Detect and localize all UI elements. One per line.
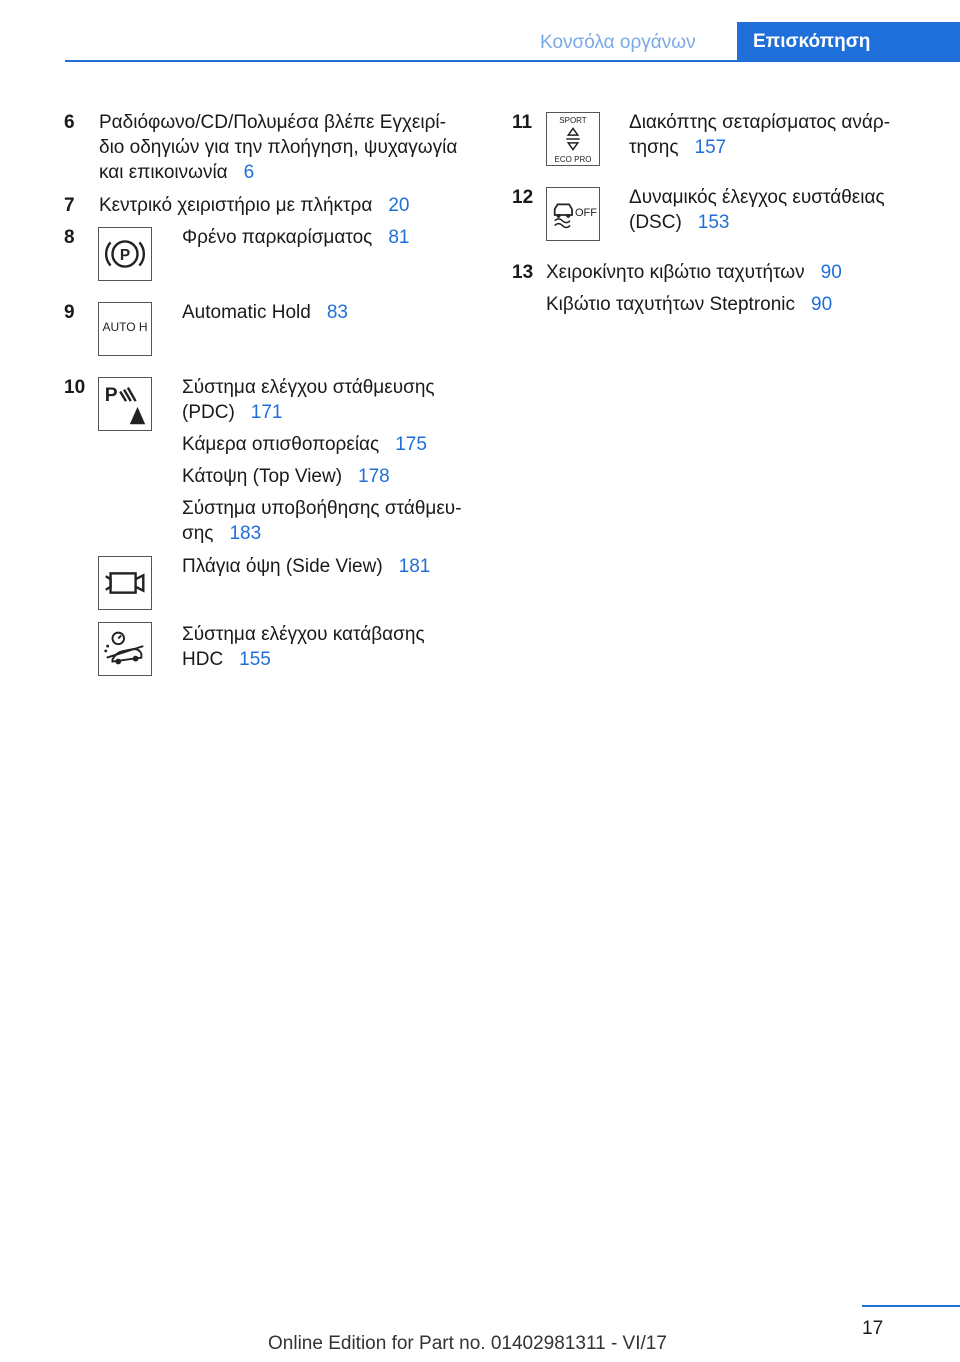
- item-number: 9: [64, 302, 75, 323]
- item-text: [182, 225, 409, 250]
- page-link[interactable]: 155: [239, 649, 271, 670]
- item-label: Φρένο παρκαρίσματος: [182, 227, 373, 248]
- item-label: σης: [182, 523, 214, 544]
- item-number: 6: [64, 112, 75, 133]
- page-link[interactable]: 175: [395, 434, 427, 455]
- page-link[interactable]: 171: [250, 402, 283, 423]
- item-text-line: διο οδηγιών για την πλοήγηση, ψυχαγωγία: [99, 137, 458, 158]
- drive-mode-top-label: SPORT: [559, 116, 587, 125]
- item-text: [99, 193, 409, 218]
- page-header: [0, 0, 960, 64]
- item-label: HDC: [182, 649, 224, 670]
- parking-brake-icon: [98, 227, 152, 281]
- edition-footer: Online Edition for Part no. 01402981311 - VI/17: [268, 1333, 667, 1354]
- item-label: Κιβώτιο ταχυτήτων Steptronic: [546, 294, 796, 315]
- item-text-line: Σύστημα ελέγχου στάθμευσης: [182, 377, 435, 398]
- page-link[interactable]: 81: [388, 227, 410, 248]
- item-text-line: Σύστημα υποβοήθησης στάθμευ-: [182, 498, 462, 519]
- item-label: Πλάγια όψη (Side View): [182, 556, 383, 577]
- item-text: [546, 260, 842, 317]
- drive-mode-switch-icon: [546, 112, 600, 166]
- side-view-icon: [98, 556, 152, 610]
- item-text: [182, 622, 425, 672]
- item-label: (DSC): [629, 212, 682, 233]
- item-text: [182, 375, 482, 546]
- item-label: Χειροκίνητο κιβώτιο ταχυτήτων: [546, 262, 805, 283]
- item-text-line: Σύστημα ελέγχου κατάβασης: [182, 624, 425, 645]
- svg-text:P: P: [119, 246, 131, 264]
- item-number: 13: [512, 262, 534, 283]
- item-label: (PDC): [182, 402, 235, 423]
- item-text: [182, 554, 430, 579]
- page-link[interactable]: 153: [697, 212, 730, 233]
- page-link[interactable]: 157: [694, 137, 727, 158]
- item-text-line: Ραδιόφωνο/CD/Πολυμέσα βλέπε Εγχειρί-: [99, 112, 446, 133]
- svg-text:P: P: [104, 385, 118, 407]
- item-number: 7: [64, 195, 75, 216]
- item-number: 11: [512, 112, 533, 133]
- item-number: 8: [64, 227, 75, 248]
- item-text-line: Δυναμικός έλεγχος ευστάθειας: [629, 187, 885, 208]
- item-label: Κάμερα οπισθοπορείας: [182, 434, 380, 455]
- item-label: Κεντρικό χειριστήριο με πλήκτρα: [99, 195, 373, 216]
- drive-mode-bottom-label: ECO PRO: [554, 155, 592, 164]
- item-text-line: Διακόπτης σεταρίσματος ανάρ-: [629, 112, 891, 133]
- page-number: 17: [862, 1318, 884, 1339]
- page-link[interactable]: 183: [229, 523, 262, 544]
- item-label: Automatic Hold: [182, 302, 311, 323]
- page-link[interactable]: 6: [243, 162, 255, 183]
- page-link[interactable]: 83: [326, 302, 348, 323]
- header-divider: [65, 60, 960, 62]
- page-link[interactable]: 90: [820, 262, 842, 283]
- page-link[interactable]: 90: [811, 294, 833, 315]
- item-text: [629, 185, 885, 235]
- auto-hold-icon: [98, 302, 152, 356]
- header-section-title: Κονσόλα οργάνων: [540, 32, 696, 53]
- item-text: [629, 110, 890, 160]
- pdc-icon: [98, 377, 152, 431]
- item-text: [182, 300, 348, 325]
- item-label: τησης: [629, 137, 679, 158]
- page-link[interactable]: 178: [358, 466, 390, 487]
- item-label: και επικοινωνία: [99, 162, 228, 183]
- item-number: 12: [512, 187, 534, 208]
- page-link[interactable]: 181: [398, 556, 431, 577]
- auto-hold-icon-label: AUTO H: [102, 320, 148, 334]
- page-link[interactable]: 20: [388, 195, 410, 216]
- item-label: Κάτοψη (Top View): [182, 466, 343, 487]
- footer-divider: [862, 1305, 960, 1307]
- item-number: 10: [64, 377, 86, 398]
- hdc-icon: [98, 622, 152, 676]
- dsc-off-icon: [546, 187, 600, 241]
- header-tab-overview[interactable]: Επισκόπηση: [737, 22, 960, 62]
- dsc-off-label: OFF: [575, 207, 597, 219]
- item-text: [99, 110, 457, 185]
